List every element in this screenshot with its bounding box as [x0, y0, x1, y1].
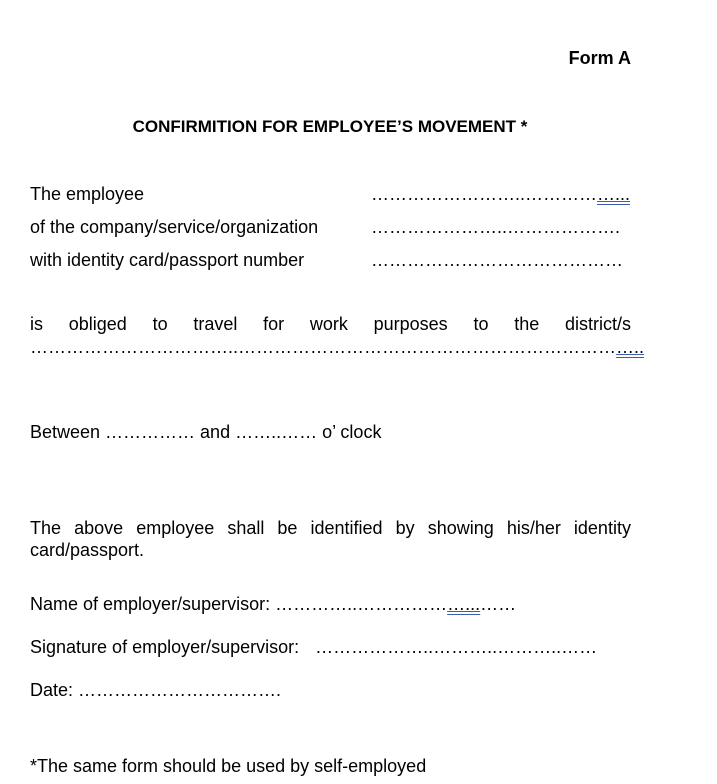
document-title: CONFIRMITION FOR EMPLOYEE’S MOVEMENT * [132, 117, 528, 136]
travel-word: travel [193, 314, 238, 334]
travel-word: work [309, 314, 348, 334]
footnote: *The same form should be used by self-employed [30, 756, 427, 776]
identification-word: identified [310, 518, 383, 538]
employee-dots [371, 184, 630, 205]
date-dots: ……………………………. [78, 680, 282, 700]
employer-name-label: Name of employer/supervisor: [30, 594, 271, 614]
identification-word: by [395, 518, 415, 538]
district-dots-tail: ….. [616, 337, 645, 357]
employer-name-dots-tail: …… [480, 594, 517, 614]
travel-word: obliged [68, 314, 127, 334]
id-card-dots: …………………………………… [371, 250, 623, 270]
company-label: of the company/service/organization [30, 217, 319, 237]
employer-signature-label: Signature of employer/supervisor: [30, 637, 300, 657]
employer-name-line [30, 594, 516, 615]
identification-word: employee [136, 518, 215, 538]
identification-word: The [30, 518, 62, 538]
employer-signature-line [30, 637, 597, 658]
district-dots [30, 337, 645, 358]
travel-statement [30, 314, 631, 335]
identification-line-1 [30, 518, 631, 539]
form-label: Form A [568, 48, 631, 68]
identification-word: shall [227, 518, 265, 538]
id-card-label: with identity card/passport number [30, 250, 305, 270]
identification-word: above [74, 518, 124, 538]
employer-signature-dots: ………………..………..………..…… [315, 637, 598, 657]
date-line [30, 680, 281, 701]
employee-label: The employee [30, 184, 145, 204]
travel-word: purposes [373, 314, 448, 334]
date-label: Date: [30, 680, 74, 700]
travel-word: to [473, 314, 489, 334]
travel-word: district/s [564, 314, 631, 334]
identification-word: be [277, 518, 298, 538]
travel-word: to [152, 314, 168, 334]
district-dots-main: ……………………………..……………………………………………………… [30, 337, 617, 357]
employer-name-dots-mid: …... [447, 594, 481, 614]
employee-dots-tail: …... [597, 184, 631, 204]
travel-word: is [30, 314, 43, 334]
time-range: Between …………… and ……..…… o’ clock [30, 422, 382, 442]
employer-name-dots: …………..…………… [275, 594, 448, 614]
identification-line-2: card/passport. [30, 540, 145, 560]
travel-word: the [514, 314, 540, 334]
company-dots: …………………..………………. [371, 217, 621, 237]
travel-word: for [263, 314, 285, 334]
employee-dots-main: ……………………..………… [371, 184, 598, 204]
identification-word: showing [427, 518, 494, 538]
identification-word: identity [573, 518, 631, 538]
identification-word: his/her [506, 518, 561, 538]
